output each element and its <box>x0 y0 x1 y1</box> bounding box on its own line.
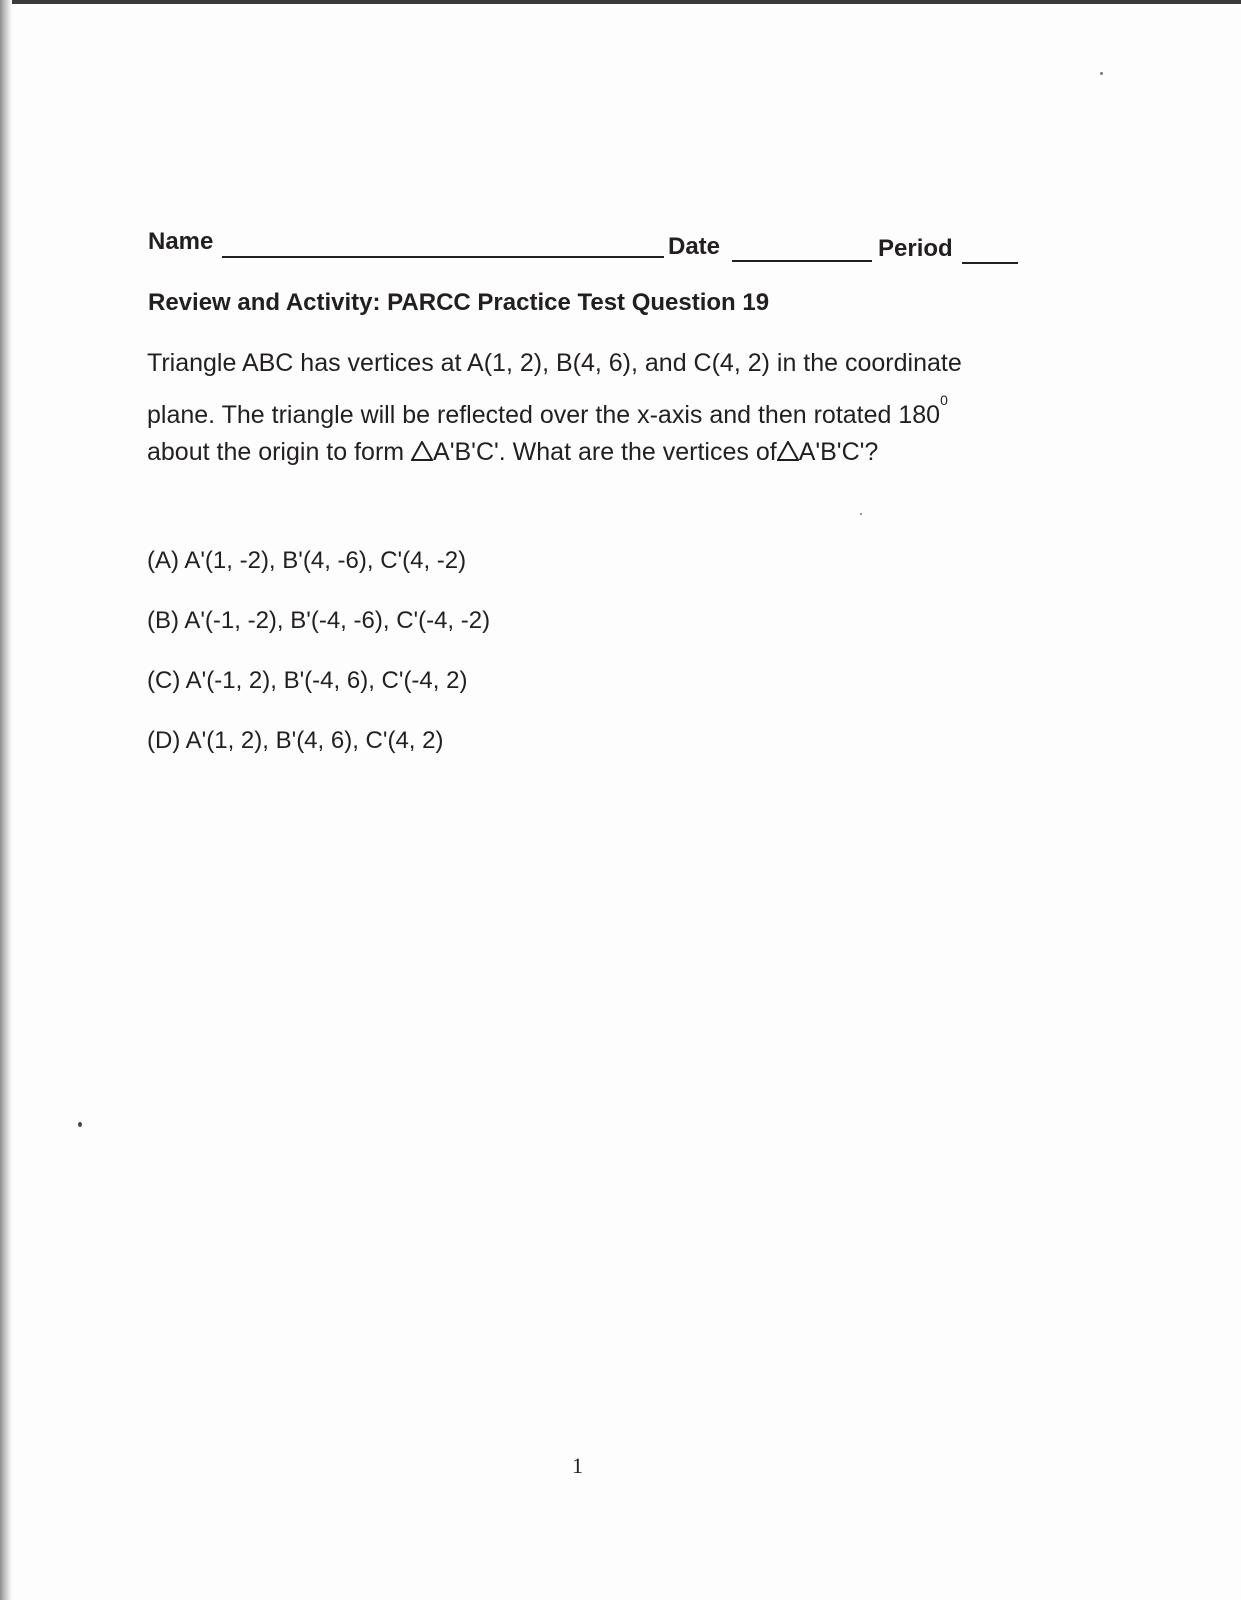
question-line-3-end: A'B'C'? <box>798 438 879 466</box>
name-blank[interactable] <box>222 256 664 258</box>
triangle-icon <box>411 441 433 461</box>
answer-choice-b[interactable]: (B) A'(-1, -2), B'(-4, -6), C'(-4, -2) <box>147 607 491 634</box>
answer-choice-d[interactable]: (D) A'(1, 2), B'(4, 6), C'(4, 2) <box>147 727 444 754</box>
question-line-3-start: about the origin to form <box>147 438 405 466</box>
question-text <box>147 345 1007 471</box>
triangle-icon <box>777 441 799 461</box>
date-blank[interactable] <box>732 260 872 262</box>
question-line-2-text: plane. The triangle will be reflected over the x-axis and then rotated 180 <box>147 401 941 429</box>
question-line-2 <box>147 382 1007 434</box>
answer-choice-a[interactable]: (A) A'(1, -2), B'(4, -6), C'(4, -2) <box>147 547 467 574</box>
question-line-3-mid: . What are the vertices of <box>498 438 777 466</box>
answer-choice-c[interactable]: (C) A'(-1, 2), B'(-4, 6), C'(-4, 2) <box>147 667 468 694</box>
period-label: Period <box>878 235 953 262</box>
date-label: Date <box>668 233 721 260</box>
name-label: Name <box>148 228 214 255</box>
degree-mark: 0 <box>940 392 948 408</box>
student-info-header <box>0 0 1241 280</box>
question-line-3 <box>147 434 1007 471</box>
page-title: Review and Activity: PARCC Practice Test Question 19 <box>148 289 770 316</box>
triangle-image-name: A'B'C' <box>433 438 499 466</box>
question-line-1: Triangle ABC has vertices at A(1, 2), B(4, 6), and C(4, 2) in the coordinate <box>147 349 962 377</box>
scan-speck <box>860 513 862 515</box>
period-blank[interactable] <box>962 262 1018 264</box>
scan-speck <box>78 1122 82 1127</box>
page-number: 1 <box>572 1453 583 1478</box>
